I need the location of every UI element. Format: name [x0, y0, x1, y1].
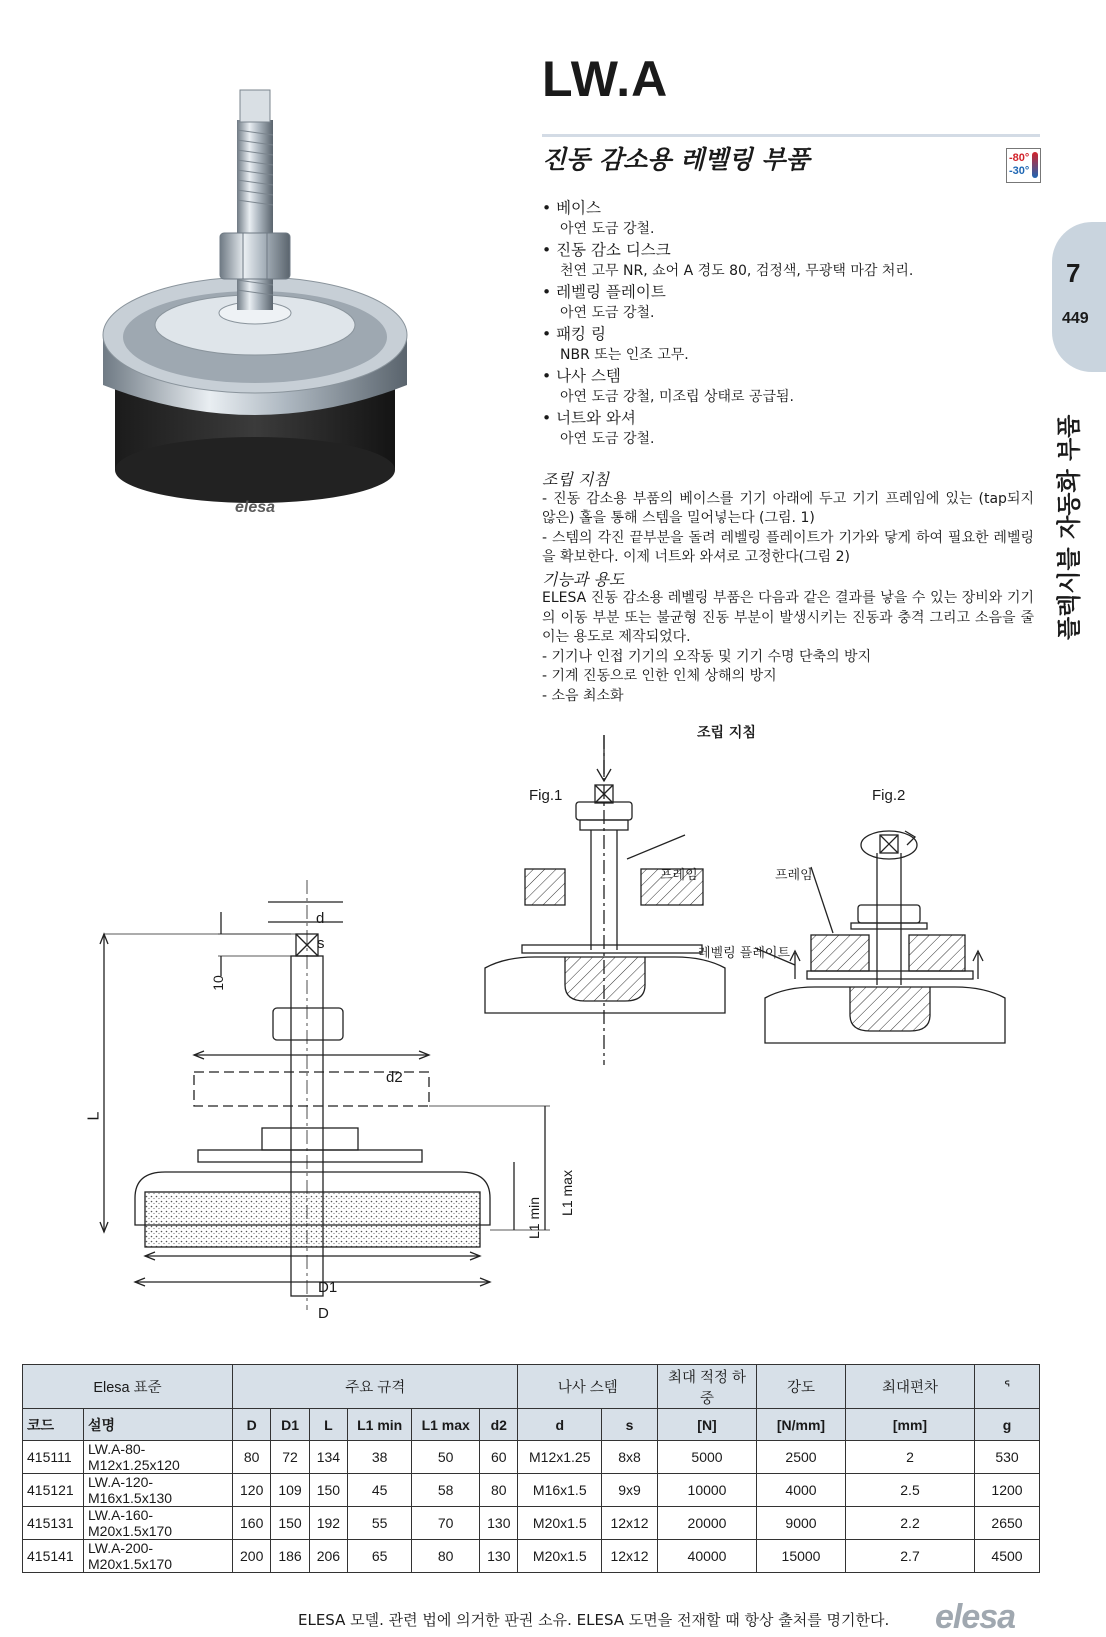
col-L1max: L1 max: [412, 1409, 480, 1441]
dimension-drawing: [90, 880, 560, 1320]
cell-D: 80: [233, 1441, 271, 1474]
cell-D1: 150: [271, 1507, 309, 1540]
cell-L: 206: [309, 1540, 347, 1573]
cell-L1min: 45: [348, 1474, 412, 1507]
cell-L: 192: [309, 1507, 347, 1540]
fig2-label: Fig.2: [872, 787, 906, 804]
assembly-line: - 진동 감소용 부품의 베이스를 기기 아래에 두고 기기 프레임에 있는 (tap되지 않은) 홀을 통해 스템을 밀어넣는다 (그림. 1): [542, 490, 1034, 526]
col-stiffness: [N/mm]: [757, 1409, 846, 1441]
cell-deflection: 2.7: [846, 1540, 975, 1573]
group-stiffness: 강도: [757, 1365, 846, 1409]
cell-d: M20x1.5: [518, 1507, 602, 1540]
cell-d: M16x1.5: [518, 1474, 602, 1507]
cell-desc: LW.A-120-M16x1.5x130: [84, 1474, 233, 1507]
dim-label-L1max: L1 max: [558, 1170, 575, 1216]
table-group-header: [23, 1365, 1040, 1409]
cell-L1min: 38: [348, 1441, 412, 1474]
group-load: 최대 적정 하중: [658, 1365, 757, 1409]
cell-load: 5000: [658, 1441, 757, 1474]
fig2-frame-label: 프레임: [775, 868, 813, 883]
photo-logo: elesa: [235, 499, 276, 516]
dim-label-L: L: [85, 1111, 103, 1121]
cell-s: 8x8: [602, 1441, 658, 1474]
section-title: 플렉시블 자동화 부품: [1055, 414, 1083, 640]
col-code: 코드: [23, 1409, 84, 1441]
spec-list: [542, 198, 1042, 450]
section-title-vertical: [1049, 390, 1089, 650]
brand-logo: elesa: [935, 1598, 1016, 1636]
cell-load: 40000: [658, 1540, 757, 1573]
cell-desc: LW.A-200-M20x1.5x170: [84, 1540, 233, 1573]
spec-item: [542, 408, 1042, 450]
cell-deflection: 2.2: [846, 1507, 975, 1540]
col-s: s: [602, 1409, 658, 1441]
col-desc: 설명: [84, 1409, 233, 1441]
col-L1min: L1 min: [348, 1409, 412, 1441]
cell-s: 9x9: [602, 1474, 658, 1507]
thermometer-icon: [1032, 152, 1038, 178]
table-row: [23, 1474, 1040, 1507]
temp-high: -80°: [1009, 152, 1030, 164]
dim-label-10: 10: [209, 975, 226, 991]
cell-D1: 72: [271, 1441, 309, 1474]
dim-label-s: s: [317, 935, 325, 952]
function-line: - 기기나 인접 기기의 오작동 및 기기 수명 단축의 방지: [542, 648, 872, 665]
temperature-badge: [1006, 148, 1041, 183]
cell-d: M20x1.5: [518, 1540, 602, 1573]
spec-label: • 나사 스템: [542, 366, 1042, 387]
assembly-heading: 조립 지침: [542, 470, 609, 489]
group-elesa: Elesa 표준: [23, 1365, 233, 1409]
cell-L1max: 70: [412, 1507, 480, 1540]
spec-desc: 아연 도금 강철.: [560, 431, 655, 447]
chapter-tab: [1052, 222, 1106, 372]
col-L: L: [309, 1409, 347, 1441]
cell-D: 160: [233, 1507, 271, 1540]
subtitle-rule: [542, 134, 1040, 137]
spec-label: • 레벨링 플레이트: [542, 282, 1042, 303]
cell-deflection: 2: [846, 1441, 975, 1474]
cell-L1min: 65: [348, 1540, 412, 1573]
dim-label-d2: d2: [386, 1069, 403, 1086]
fig2-plate-label: 레벨링 플레이트: [698, 946, 791, 961]
cell-stiffness: 2500: [757, 1441, 846, 1474]
spec-desc: NBR 또는 인조 고무.: [560, 347, 689, 363]
cell-s: 12x12: [602, 1507, 658, 1540]
cell-L1max: 58: [412, 1474, 480, 1507]
cell-desc: LW.A-160-M20x1.5x170: [84, 1507, 233, 1540]
function-heading: 기능과 용도: [542, 569, 625, 589]
cell-weight: 530: [975, 1441, 1040, 1474]
page-number: 449: [1062, 310, 1089, 327]
table-row: [23, 1507, 1040, 1540]
table-row: [23, 1540, 1040, 1573]
instructions-block: [542, 470, 1034, 706]
dim-label-D: D: [318, 1305, 329, 1322]
spec-label: • 패킹 링: [542, 324, 1042, 345]
group-main-dims: 주요 규격: [233, 1365, 518, 1409]
group-deflection: 최대편차: [846, 1365, 975, 1409]
cell-d2: 80: [480, 1474, 518, 1507]
cell-code: 415121: [23, 1474, 84, 1507]
group-thread: 나사 스템: [518, 1365, 658, 1409]
cell-stiffness: 15000: [757, 1540, 846, 1573]
spec-desc: 아연 도금 강철, 미조립 상태로 공급됨.: [560, 389, 795, 405]
cell-desc: LW.A-80-M12x1.25x120: [84, 1441, 233, 1474]
col-deflection: [mm]: [846, 1409, 975, 1441]
spec-item: [542, 240, 1042, 282]
spec-desc: 아연 도금 강철.: [560, 221, 655, 237]
group-weight: ᕐ: [975, 1365, 1040, 1409]
page-title: LW.A: [542, 51, 669, 107]
cell-stiffness: 9000: [757, 1507, 846, 1540]
cell-L: 150: [309, 1474, 347, 1507]
product-photo: [95, 85, 420, 525]
cell-D: 200: [233, 1540, 271, 1573]
cell-load: 10000: [658, 1474, 757, 1507]
col-d: d: [518, 1409, 602, 1441]
table-sub-header: [23, 1409, 1040, 1441]
spec-label: • 너트와 와셔: [542, 408, 1042, 429]
spec-table: [22, 1364, 1040, 1573]
col-D1: D1: [271, 1409, 309, 1441]
spec-item: [542, 366, 1042, 408]
figures-heading: 조립 지침: [697, 725, 756, 741]
cell-d: M12x1.25: [518, 1441, 602, 1474]
spec-label: • 진동 감소 디스크: [542, 240, 1042, 261]
col-weight: g: [975, 1409, 1040, 1441]
col-load: [N]: [658, 1409, 757, 1441]
table-row: [23, 1441, 1040, 1474]
spec-item: [542, 198, 1042, 240]
dim-label-L1min: L1 min: [526, 1196, 543, 1240]
cell-weight: 2650: [975, 1507, 1040, 1540]
dim-label-D1: D1: [318, 1279, 338, 1296]
col-D: D: [233, 1409, 271, 1441]
cell-code: 415131: [23, 1507, 84, 1540]
footer-note: ELESA 모델. 관련 법에 의거한 판권 소유. ELESA 도면을 전재할 때 항상 출처를 명기한다.: [298, 1611, 890, 1629]
function-line: - 소음 최소화: [542, 687, 624, 704]
spec-item: [542, 282, 1042, 324]
cell-code: 415111: [23, 1441, 84, 1474]
cell-L1max: 50: [412, 1441, 480, 1474]
fig1-label: Fig.1: [529, 787, 563, 804]
assembly-line: - 스템의 각진 끝부분을 돌려 레벨링 플레이트가 기가와 닿게 하여 필요한 레벨링을 확보한다. 이제 너트와 와셔로 고정한다(그림 2): [542, 529, 1034, 565]
cell-load: 20000: [658, 1507, 757, 1540]
temp-low: -30°: [1009, 165, 1030, 177]
chapter-number: 7: [1066, 258, 1081, 288]
function-line: ELESA 진동 감소용 레벨링 부품은 다음과 같은 결과를 낳을 수 있는 장비와 기기의 이동 부분 또는 불균형 진동 부분이 발생시키는 진동과 충격 그리고 소음을 줄이는 용도로 제작되었다.: [542, 590, 1034, 645]
cell-d2: 130: [480, 1507, 518, 1540]
col-d2: d2: [480, 1409, 518, 1441]
cell-D1: 109: [271, 1474, 309, 1507]
cell-weight: 1200: [975, 1474, 1040, 1507]
cell-D1: 186: [271, 1540, 309, 1573]
spec-desc: 아연 도금 강철.: [560, 305, 655, 321]
figure-2-drawing: [755, 815, 1025, 1070]
page-subtitle: 진동 감소용 레벨링 부품: [542, 145, 810, 174]
cell-s: 12x12: [602, 1540, 658, 1573]
dim-label-d: d: [316, 910, 325, 927]
cell-D: 120: [233, 1474, 271, 1507]
cell-d2: 60: [480, 1441, 518, 1474]
cell-code: 415141: [23, 1540, 84, 1573]
function-line: - 기계 진동으로 인한 인체 상해의 방지: [542, 668, 777, 684]
spec-desc: 천연 고무 NR, 쇼어 A 경도 80, 검정색, 무광택 마감 처리.: [560, 263, 914, 279]
cell-deflection: 2.5: [846, 1474, 975, 1507]
cell-L1min: 55: [348, 1507, 412, 1540]
spec-label: • 베이스: [542, 198, 1042, 219]
cell-d2: 130: [480, 1540, 518, 1573]
cell-L1max: 80: [412, 1540, 480, 1573]
spec-item: [542, 324, 1042, 366]
cell-L: 134: [309, 1441, 347, 1474]
cell-weight: 4500: [975, 1540, 1040, 1573]
cell-stiffness: 4000: [757, 1474, 846, 1507]
